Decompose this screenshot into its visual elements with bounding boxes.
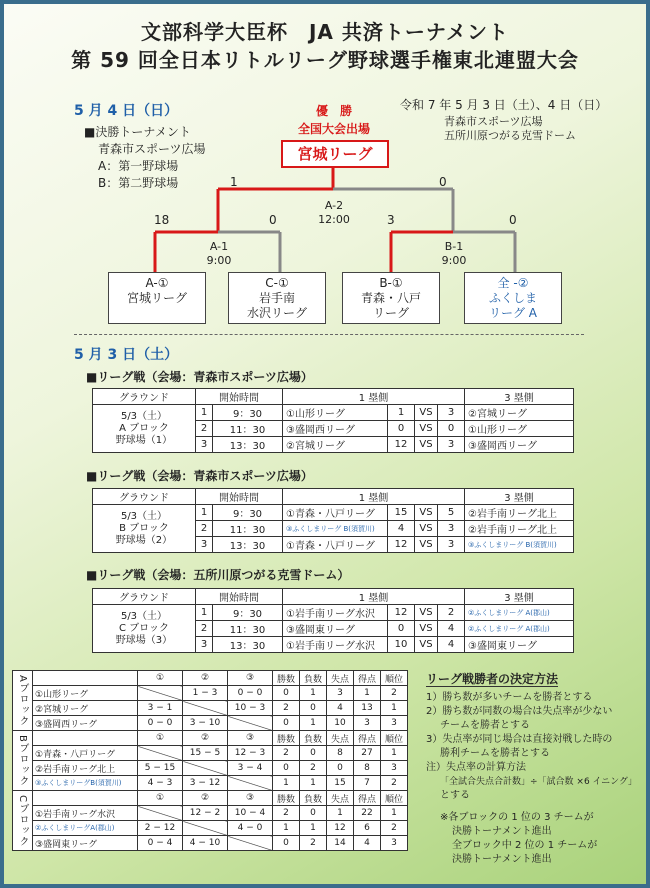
wins: 0	[273, 836, 300, 851]
rank: 2	[381, 776, 408, 791]
col-rank: 順位	[381, 791, 408, 806]
losses: 2	[300, 761, 327, 776]
vs-2: 4 − 10	[183, 836, 228, 851]
hdr-side3: 3 塁側	[465, 589, 574, 605]
game-no: 1	[196, 605, 213, 621]
score-1b: 15	[388, 505, 415, 521]
vs-2: 12 − 2	[183, 806, 228, 821]
vs: VS	[415, 621, 438, 637]
ground-block: C ブロック	[119, 622, 169, 634]
wins: 2	[273, 806, 300, 821]
game-time: 13：30	[213, 537, 283, 553]
vs: VS	[415, 421, 438, 437]
hdr-ground: グラウンド	[93, 589, 196, 605]
vs-2: 3 − 12	[183, 776, 228, 791]
team: ③盛岡東リーグ	[33, 836, 138, 851]
team-1b: ③盛岡西リーグ	[283, 421, 388, 437]
vs-1: 0 − 0	[138, 716, 183, 731]
bracket-team-c1	[228, 272, 326, 324]
score-3b: 3	[438, 537, 465, 553]
vs: VS	[415, 605, 438, 621]
losses: 1	[300, 716, 327, 731]
team-1b: ①岩手南リーグ水沢	[283, 637, 388, 653]
ground-field: 野球場（3）	[115, 634, 173, 646]
vs-3: 10 − 3	[228, 701, 273, 716]
runs-allowed: 4	[327, 701, 354, 716]
semi1-left-score: 18	[154, 213, 170, 227]
col-runs-scored: 得点	[354, 731, 381, 746]
team-3b: ①山形リーグ	[465, 421, 574, 437]
losses: 0	[300, 806, 327, 821]
vs-2: 3 − 10	[183, 716, 228, 731]
team-1b: ①青森・八戸リーグ	[283, 537, 388, 553]
day2-venue: 青森市スポーツ広場	[98, 142, 206, 156]
ground-block: B ブロック	[119, 522, 169, 534]
team-1b: ①山形リーグ	[283, 405, 388, 421]
team: ②岩手南リーグ北上	[33, 761, 138, 776]
team-name-line2: リーグ	[372, 306, 409, 320]
bracket-team-wildcard	[464, 272, 562, 324]
advance-3: 全ブロック中 2 位の 1 チームが	[452, 840, 598, 851]
game-time: 13：30	[213, 437, 283, 453]
team-3b: ②ふくしまリーグ A(郡山)	[465, 605, 574, 621]
team-name: 青森・八戸	[360, 291, 421, 305]
game-no: 2	[196, 521, 213, 537]
team-name: 岩手南	[258, 291, 295, 305]
runs-allowed: 8	[327, 746, 354, 761]
col-runs-allowed: 失点	[327, 791, 354, 806]
ground-cell	[93, 405, 196, 453]
runs-allowed: 12	[327, 821, 354, 836]
rule-2a: 2）勝ち数が同数の場合は失点率が少ない	[426, 706, 613, 717]
rule-1: 1）勝ち数が多いチームを勝者とする	[426, 692, 593, 703]
runs-allowed: 14	[327, 836, 354, 851]
score-3b: 3	[438, 521, 465, 537]
team-1b: ①岩手南リーグ水沢	[283, 605, 388, 621]
team-3b: ②岩手南リーグ北上	[465, 521, 574, 537]
standings-block-a	[13, 671, 408, 731]
hdr-side1: 1 塁側	[283, 489, 465, 505]
hdr-ground: グラウンド	[93, 389, 196, 405]
advance-1: ※各ブロックの 1 位の 3 チームが	[440, 812, 594, 823]
title-line1: 文部科学大臣杯 JA 共済トーナメント	[140, 20, 510, 44]
ground-block: A ブロック	[119, 422, 169, 434]
score-3b: 4	[438, 637, 465, 653]
ground-field: 野球場（1）	[115, 434, 173, 446]
col-3: ③	[228, 671, 273, 686]
semi1-match-id: A-1	[209, 240, 229, 253]
runs-scored: 4	[354, 836, 381, 851]
standings-block-c	[13, 791, 408, 851]
semi2-right-score: 0	[509, 213, 517, 227]
losses: 1	[300, 776, 327, 791]
vs-3: 4 − 0	[228, 821, 273, 836]
event-venue2: 五所川原つがる克雪ドーム	[444, 129, 576, 142]
block-label: Bブロック	[13, 731, 33, 791]
col-wins: 勝数	[273, 671, 300, 686]
game-time: 11：30	[213, 521, 283, 537]
league-b-table	[92, 488, 574, 553]
game-time: 9：30	[213, 605, 283, 621]
team-seed: B-①	[379, 276, 403, 290]
runs-scored: 8	[354, 761, 381, 776]
final-match-id: A-2	[324, 199, 344, 212]
game-time: 9：30	[213, 405, 283, 421]
rule-note: 注）失点率の計算方法	[426, 762, 526, 773]
league-c-heading: ■リーグ戦（会場：五所川原つがる克雪ドーム）	[86, 568, 350, 582]
runs-allowed: 1	[327, 806, 354, 821]
col-losses: 負数	[300, 731, 327, 746]
col-rank: 順位	[381, 671, 408, 686]
team: ②宮城リーグ	[33, 701, 138, 716]
corner-cell	[33, 671, 138, 686]
runs-allowed: 15	[327, 776, 354, 791]
vs-1	[138, 686, 183, 701]
score-3b: 2	[438, 605, 465, 621]
league-c-table	[92, 588, 574, 653]
ground-cell	[93, 505, 196, 553]
score-3b: 0	[438, 421, 465, 437]
ground-field: 野球場（2）	[115, 534, 173, 546]
team-name-line2: リーグ A	[488, 306, 538, 320]
vs-1	[138, 746, 183, 761]
wins: 2	[273, 746, 300, 761]
rule-formula-2: とする	[440, 790, 470, 801]
team-3b: ②宮城リーグ	[465, 405, 574, 421]
team: ①青森・八戸リーグ	[33, 746, 138, 761]
runs-scored: 1	[354, 686, 381, 701]
final-left-score: 1	[230, 175, 238, 189]
rank: 3	[381, 836, 408, 851]
event-venue1: 青森市スポーツ広場	[444, 115, 543, 128]
score-3b: 3	[438, 437, 465, 453]
team-1b: ③盛岡東リーグ	[283, 621, 388, 637]
col-1: ①	[138, 671, 183, 686]
hdr-side3: 3 塁側	[465, 489, 574, 505]
score-1b: 12	[388, 605, 415, 621]
vs-1	[138, 806, 183, 821]
rank: 1	[381, 746, 408, 761]
vs-3	[228, 776, 273, 791]
bracket-team-b1	[342, 272, 440, 324]
advance-2: 決勝トーナメント進出	[452, 826, 552, 837]
col-3: ③	[228, 731, 273, 746]
rank: 2	[381, 686, 408, 701]
vs-1: 3 − 1	[138, 701, 183, 716]
team-3b: ③ふくしまリーグ B(須賀川)	[465, 537, 574, 553]
game-no: 1	[196, 405, 213, 421]
vs-3: 12 − 3	[228, 746, 273, 761]
vs-3	[228, 716, 273, 731]
game-no: 1	[196, 505, 213, 521]
team-3b: ③盛岡西リーグ	[465, 437, 574, 453]
game-no: 2	[196, 621, 213, 637]
standings-block-b	[13, 731, 408, 791]
event-dates: 令和 7 年 5 月 3 日（土）、4 日（日）	[400, 98, 608, 112]
score-3b: 4	[438, 621, 465, 637]
rank: 3	[381, 761, 408, 776]
vs-2: 1 − 3	[183, 686, 228, 701]
corner-cell	[33, 791, 138, 806]
rule-formula: 「全試合失点合計数」÷「試合数 ×6 イニング」	[440, 777, 637, 787]
score-1b: 12	[388, 537, 415, 553]
advance-4: 決勝トーナメント進出	[452, 854, 552, 865]
losses: 1	[300, 686, 327, 701]
score-3b: 3	[438, 405, 465, 421]
score-1b: 4	[388, 521, 415, 537]
day1-date: 5 月 3 日（土）	[74, 347, 179, 363]
game-no: 3	[196, 437, 213, 453]
vs-3: 0 − 0	[228, 686, 273, 701]
hdr-side1: 1 塁側	[283, 389, 465, 405]
vs-1: 4 − 3	[138, 776, 183, 791]
vs-3	[228, 836, 273, 851]
final-match-time: 12:00	[318, 213, 350, 226]
vs: VS	[415, 505, 438, 521]
runs-scored: 22	[354, 806, 381, 821]
champion-team: 宮城リーグ	[281, 140, 389, 168]
rule-3b: 勝利チームを勝者とする	[440, 748, 550, 759]
vs: VS	[415, 521, 438, 537]
hdr-start: 開始時間	[196, 589, 283, 605]
ground-date: 5/3（土）	[120, 510, 168, 522]
runs-scored: 27	[354, 746, 381, 761]
losses: 0	[300, 701, 327, 716]
col-wins: 勝数	[273, 791, 300, 806]
champion-label: 優 勝	[315, 104, 352, 118]
block-label: Cブロック	[13, 791, 33, 851]
hdr-side3: 3 塁側	[465, 389, 574, 405]
rule-2b: チームを勝者とする	[440, 720, 530, 731]
wins: 0	[273, 761, 300, 776]
team-1b: ②宮城リーグ	[283, 437, 388, 453]
game-time: 11：30	[213, 421, 283, 437]
vs-3: 3 − 4	[228, 761, 273, 776]
rank: 3	[381, 716, 408, 731]
game-time: 9：30	[213, 505, 283, 521]
wins: 0	[273, 686, 300, 701]
semi2-match-id: B-1	[444, 240, 464, 253]
block-label: Aブロック	[13, 671, 33, 731]
game-time: 13：30	[213, 637, 283, 653]
game-no: 2	[196, 421, 213, 437]
runs-allowed: 3	[327, 686, 354, 701]
rules-panel	[426, 672, 636, 867]
col-3: ③	[228, 791, 273, 806]
ground-date: 5/3（土）	[120, 610, 168, 622]
ground-cell	[93, 605, 196, 653]
vs-1: 5 − 15	[138, 761, 183, 776]
runs-allowed: 0	[327, 761, 354, 776]
vs: VS	[415, 437, 438, 453]
col-2: ②	[183, 791, 228, 806]
team-1b: ①青森・八戸リーグ	[283, 505, 388, 521]
runs-allowed: 10	[327, 716, 354, 731]
hdr-ground: グラウンド	[93, 489, 196, 505]
wins: 1	[273, 776, 300, 791]
day2-field-a: A：第一野球場	[98, 159, 179, 173]
day2-section: ■決勝トーナメント	[84, 125, 191, 139]
losses: 1	[300, 821, 327, 836]
col-losses: 負数	[300, 791, 327, 806]
col-wins: 勝数	[273, 731, 300, 746]
hdr-start: 開始時間	[196, 389, 283, 405]
score-1b: 12	[388, 437, 415, 453]
vs-2	[183, 761, 228, 776]
corner-cell	[33, 731, 138, 746]
vs: VS	[415, 405, 438, 421]
day2-date: 5 月 4 日（日）	[74, 103, 179, 119]
col-runs-scored: 得点	[354, 791, 381, 806]
runs-scored: 6	[354, 821, 381, 836]
game-no: 3	[196, 537, 213, 553]
divider	[74, 334, 584, 335]
team-1b: ③ふくしまリーグ B(須賀川)	[283, 521, 388, 537]
rank: 2	[381, 821, 408, 836]
col-losses: 負数	[300, 671, 327, 686]
rank: 1	[381, 806, 408, 821]
score-3b: 5	[438, 505, 465, 521]
score-1b: 10	[388, 637, 415, 653]
vs-3: 10 − 4	[228, 806, 273, 821]
col-runs-allowed: 失点	[327, 671, 354, 686]
final-right-score: 0	[439, 175, 447, 189]
team-seed: C-①	[265, 276, 289, 290]
score-1b: 0	[388, 621, 415, 637]
semi1-right-score: 0	[269, 213, 277, 227]
team: ②ふくしまリーグA(郡山)	[33, 821, 138, 836]
semi2-match-time: 9:00	[441, 254, 467, 267]
runs-scored: 13	[354, 701, 381, 716]
standings-table	[12, 670, 408, 851]
semi1-match-time: 9:00	[206, 254, 232, 267]
col-runs-allowed: 失点	[327, 731, 354, 746]
game-time: 11：30	[213, 621, 283, 637]
team-seed: A-①	[145, 276, 169, 290]
wins: 0	[273, 716, 300, 731]
rule-3a: 3）失点率が同じ場合は直接対戦した時の	[426, 734, 613, 745]
game-no: 3	[196, 637, 213, 653]
col-1: ①	[138, 731, 183, 746]
bracket-team-a1	[108, 272, 206, 324]
team-seed: 全 -②	[497, 276, 529, 290]
team-3b: ②岩手南リーグ北上	[465, 505, 574, 521]
vs: VS	[415, 537, 438, 553]
vs: VS	[415, 637, 438, 653]
score-1b: 0	[388, 421, 415, 437]
ground-date: 5/3（土）	[120, 410, 168, 422]
league-a-table	[92, 388, 574, 453]
col-2: ②	[183, 671, 228, 686]
col-1: ①	[138, 791, 183, 806]
team: ③盛岡西リーグ	[33, 716, 138, 731]
league-a-heading: ■リーグ戦（会場：青森市スポーツ広場）	[86, 370, 313, 384]
rank: 1	[381, 701, 408, 716]
vs-1: 0 − 4	[138, 836, 183, 851]
vs-1: 2 − 12	[138, 821, 183, 836]
team: ③ふくしまリーグB(須賀川)	[33, 776, 138, 791]
team-name: 宮城リーグ	[126, 291, 187, 305]
wins: 2	[273, 701, 300, 716]
score-1b: 1	[388, 405, 415, 421]
vs-2: 15 − 5	[183, 746, 228, 761]
team: ①岩手南リーグ水沢	[33, 806, 138, 821]
vs-2	[183, 821, 228, 836]
league-b-heading: ■リーグ戦（会場：青森市スポーツ広場）	[86, 469, 313, 483]
team-3b: ③盛岡東リーグ	[465, 637, 574, 653]
runs-scored: 7	[354, 776, 381, 791]
team-3b: ②ふくしまリーグ A(郡山)	[465, 621, 574, 637]
col-runs-scored: 得点	[354, 671, 381, 686]
losses: 2	[300, 836, 327, 851]
hdr-side1: 1 塁側	[283, 589, 465, 605]
wins: 1	[273, 821, 300, 836]
team: ①山形リーグ	[33, 686, 138, 701]
vs-2	[183, 701, 228, 716]
col-rank: 順位	[381, 731, 408, 746]
losses: 0	[300, 746, 327, 761]
hdr-start: 開始時間	[196, 489, 283, 505]
team-name-line2: 水沢リーグ	[246, 306, 307, 320]
national-label: 全国大会出場	[297, 122, 370, 136]
title-line2: 第 59 回全日本リトルリーグ野球選手権東北連盟大会	[71, 48, 579, 72]
col-2: ②	[183, 731, 228, 746]
rules-title: リーグ戦勝者の決定方法	[426, 672, 559, 686]
day2-field-b: B：第二野球場	[98, 176, 179, 190]
semi2-left-score: 3	[387, 213, 395, 227]
runs-scored: 3	[354, 716, 381, 731]
team-name: ふくしま	[488, 291, 537, 305]
